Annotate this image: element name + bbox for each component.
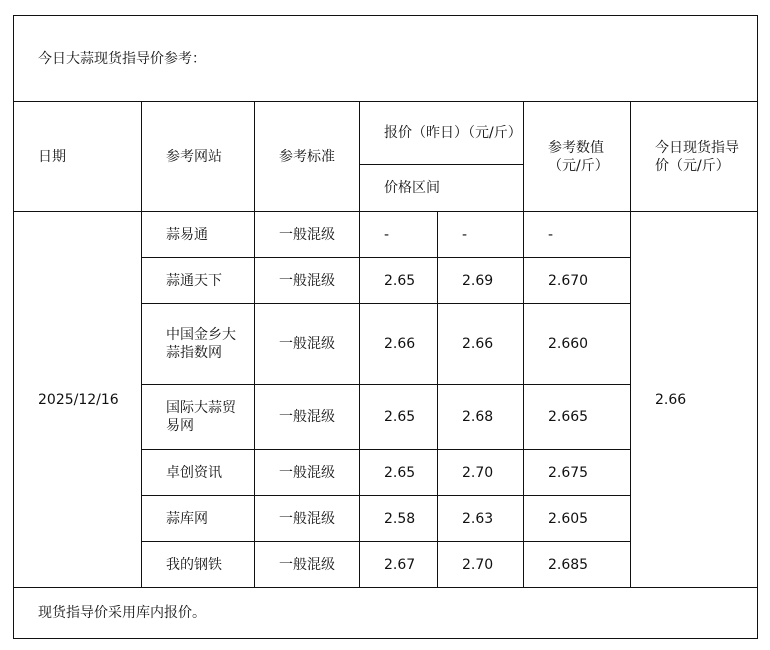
header-ref-value: 参考数值（元/斤） xyxy=(524,102,631,212)
standard-cell: 一般混级 xyxy=(255,496,360,542)
header-range: 价格区间 xyxy=(360,165,524,212)
header-site: 参考网站 xyxy=(142,102,255,212)
table-note: 现货指导价采用库内报价。 xyxy=(14,588,758,639)
low-price-cell: 2.58 xyxy=(360,496,438,542)
site-cell: 卓创资讯 xyxy=(142,450,255,496)
low-price-cell: 2.65 xyxy=(360,258,438,304)
high-price-cell: 2.63 xyxy=(438,496,524,542)
high-price-cell: - xyxy=(438,212,524,258)
standard-cell: 一般混级 xyxy=(255,212,360,258)
ref-value-cell: 2.670 xyxy=(524,258,631,304)
site-cell: 蒜通天下 xyxy=(142,258,255,304)
header-today-price: 今日现货指导价（元/斤） xyxy=(631,102,758,212)
ref-value-cell: 2.675 xyxy=(524,450,631,496)
high-price-cell: 2.70 xyxy=(438,542,524,588)
high-price-cell: 2.70 xyxy=(438,450,524,496)
garlic-price-table xyxy=(13,15,758,639)
standard-cell: 一般混级 xyxy=(255,385,360,450)
high-price-cell: 2.68 xyxy=(438,385,524,450)
standard-cell: 一般混级 xyxy=(255,258,360,304)
ref-value-cell: 2.685 xyxy=(524,542,631,588)
low-price-cell: 2.65 xyxy=(360,385,438,450)
low-price-cell: 2.65 xyxy=(360,450,438,496)
table-title: 今日大蒜现货指导价参考： xyxy=(14,16,758,102)
site-cell: 国际大蒜贸易网 xyxy=(142,385,255,450)
ref-value-cell: 2.660 xyxy=(524,304,631,385)
standard-cell: 一般混级 xyxy=(255,304,360,385)
high-price-cell: 2.69 xyxy=(438,258,524,304)
site-cell: 中国金乡大蒜指数网 xyxy=(142,304,255,385)
header-date: 日期 xyxy=(14,102,142,212)
header-quote: 报价（昨日）（元/斤） xyxy=(360,102,524,165)
date-cell: 2025/12/16 xyxy=(14,212,142,588)
ref-value-cell: 2.605 xyxy=(524,496,631,542)
header-standard: 参考标准 xyxy=(255,102,360,212)
low-price-cell: 2.66 xyxy=(360,304,438,385)
site-cell: 蒜易通 xyxy=(142,212,255,258)
ref-value-cell: 2.665 xyxy=(524,385,631,450)
low-price-cell: - xyxy=(360,212,438,258)
table-row xyxy=(14,212,758,258)
standard-cell: 一般混级 xyxy=(255,450,360,496)
site-cell: 我的钢铁 xyxy=(142,542,255,588)
ref-value-cell: - xyxy=(524,212,631,258)
high-price-cell: 2.66 xyxy=(438,304,524,385)
today-price-cell: 2.66 xyxy=(631,212,758,588)
site-cell: 蒜库网 xyxy=(142,496,255,542)
low-price-cell: 2.67 xyxy=(360,542,438,588)
standard-cell: 一般混级 xyxy=(255,542,360,588)
